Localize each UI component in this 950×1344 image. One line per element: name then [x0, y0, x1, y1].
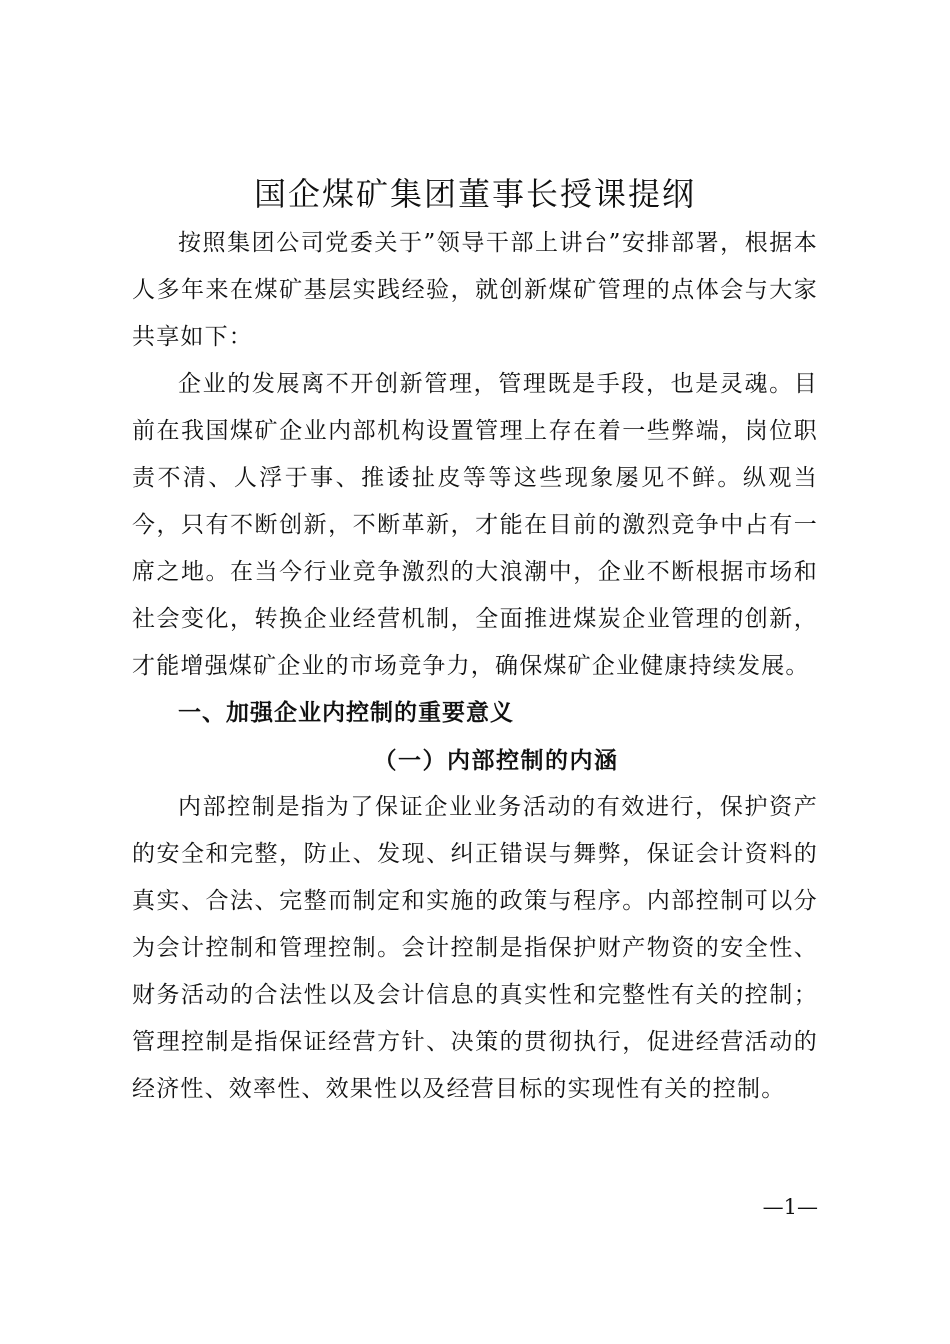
subsection-heading: （一）内部控制的内涵 [373, 747, 619, 774]
intro-paragraph: 按照集团公司党委关于”领导干部上讲台”安排部署，根据本人多年来在煤矿基层实践经验，就创新煤矿管理的点体会与大家共享如下： [132, 230, 818, 350]
section-heading: 一、加强企业内控制的重要意义 [178, 700, 514, 726]
document-title: 国企煤矿集团董事长授课提纲 [253, 175, 696, 213]
document-body [132, 220, 818, 1113]
internal-control-paragraph: 内部控制是指为了保证企业业务活动的有效进行，保护资产的安全和完整，防止、发现、纠正错误与舞弊，保证会计资料的真实、合法、完整而制定和实施的政策与程序。内部控制可以分为会计控制和管理控制。会计控制是指保护财产物资的安全性、财务活动的合法性以及会计信息的真实性和完整性有关的控制；管理控制是指保证经营方针、决策的贯彻执行，促进经营活动的经济性、效率性、效果性以及经营目标的实现性有关的控制。 [132, 794, 818, 1102]
page-number: —1— [762, 1195, 818, 1219]
management-paragraph: 企业的发展离不开创新管理，管理既是手段，也是灵魂。目前在我国煤矿企业内部机构设置管理上存在着一些弊端，岗位职责不清、人浮于事、推诿扯皮等等这些现象屡见不鲜。纵观当今，只有不断创新，不断革新，才能在目前的激烈竞争中占有一席之地。在当今行业竞争激烈的大浪潮中，企业不断根据市场和社会变化，转换企业经营机制，全面推进煤炭企业管理的创新，才能增强煤矿企业的市场竞争力，确保煤矿企业健康持续发展。 [132, 371, 818, 679]
